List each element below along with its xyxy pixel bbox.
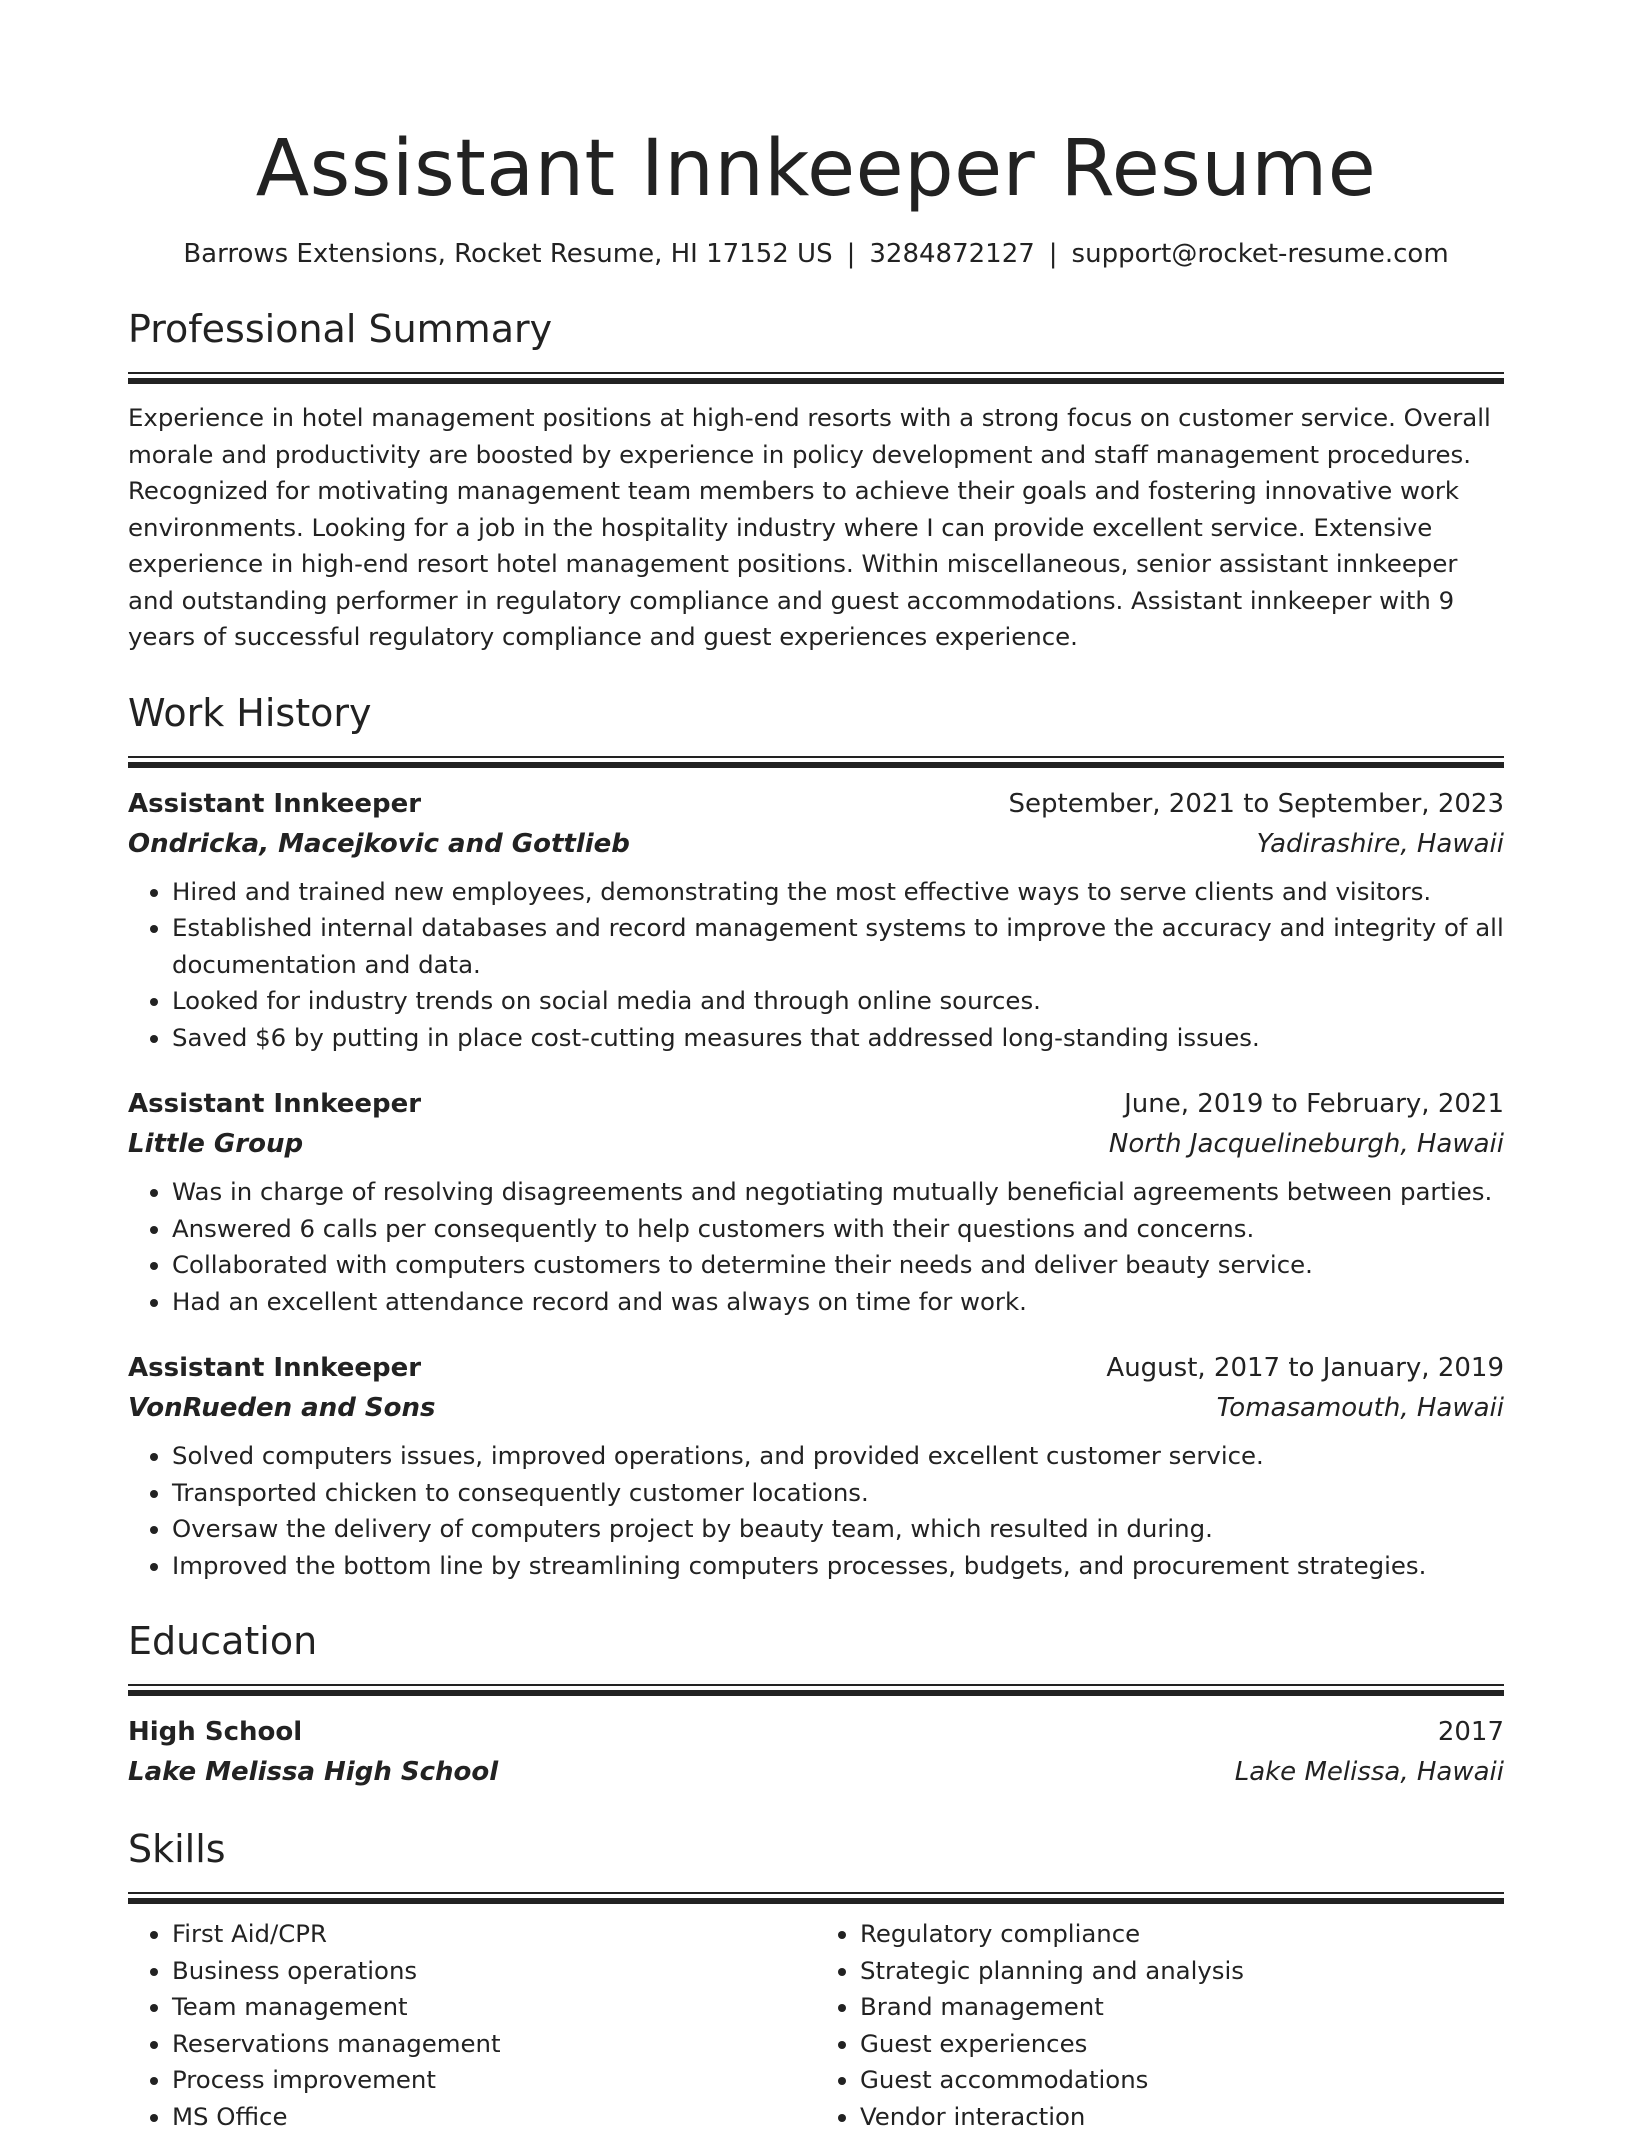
skill-item: • Brand management [860,1989,1504,2026]
job-entry [128,1084,1504,1320]
contact-email: support@rocket-resume.com [1072,239,1449,269]
section-heading-skills: Skills [128,1824,1504,1874]
job-bullet: • Saved $6 by putting in place cost-cutting measures that addressed long-standing issues. [172,1020,1504,1057]
skills-columns [128,1916,1504,2135]
job-role: Assistant Innkeeper [128,784,421,824]
skill-item: • Business operations [172,1953,816,1990]
skill-item: • Vendor interaction [860,2099,1504,2135]
job-bullet: • Answered 6 calls per consequently to help customers with their questions and concerns. [172,1211,1504,1248]
skill-item: • First Aid/CPR [172,1916,816,1953]
education-entry [128,1712,1504,1792]
summary-text: Experience in hotel management positions at high-end resorts with a strong focus on customer service. Overall morale and productivity are boosted by experience in policy development and staff management procedures. Recognized for motivating management team members to achieve their goals and fostering innovative work environments. Looking for a job in the hospitality industry where I can provide excellent service. Extensive experience in high-end resort hotel management positions. Within miscellaneous, senior assistant innkeeper and outstanding performer in regulatory compliance and guest accommodations. Assistant innkeeper with 9 years of successful regulatory compliance and guest experiences experience. [128,400,1504,656]
job-bullet: • Had an excellent attendance record and was always on time for work. [172,1284,1504,1321]
job-bullet: • Established internal databases and record management systems to improve the accuracy and integrity of all documentation and data. [172,910,1504,983]
education-school: Lake Melissa High School [128,1752,498,1792]
skill-item: • MS Office [172,2099,816,2135]
job-location: North Jacquelineburgh, Hawaii [1109,1124,1504,1164]
skill-item: • Reservations management [172,2026,816,2063]
section-heading-education: Education [128,1616,1504,1666]
skill-item: • Strategic planning and analysis [860,1953,1504,1990]
skills-list-left [128,1916,816,2135]
summary-section [128,304,1504,656]
job-dates: September, 2021 to September, 2023 [1009,784,1504,824]
job-bullets [128,874,1504,1057]
job-bullets [128,1438,1504,1584]
skill-item: • Regulatory compliance [860,1916,1504,1953]
section-divider [128,1684,1504,1696]
job-dates: June, 2019 to February, 2021 [1124,1084,1504,1124]
skills-section [128,1824,1504,2135]
skill-item: • Team management [172,1989,816,2026]
job-role: Assistant Innkeeper [128,1348,421,1388]
job-company: Ondricka, Macejkovic and Gottlieb [128,824,630,864]
job-bullet: • Solved computers issues, improved operations, and provided excellent customer service. [172,1438,1504,1475]
education-year: 2017 [1438,1712,1504,1752]
job-bullet: • Transported chicken to consequently customer locations. [172,1475,1504,1512]
job-entry [128,784,1504,1057]
contact-line [128,236,1504,272]
job-entry [128,1348,1504,1584]
section-divider [128,372,1504,384]
job-location: Tomasamouth, Hawaii [1217,1388,1504,1428]
job-location: Yadirashire, Hawaii [1257,824,1504,864]
job-bullet: • Was in charge of resolving disagreements and negotiating mutually beneficial agreements between parties. [172,1174,1504,1211]
job-company: VonRueden and Sons [128,1388,435,1428]
job-bullets [128,1174,1504,1320]
resume-title: Assistant Innkeeper Resume [128,118,1504,220]
job-bullet: • Improved the bottom line by streamlining computers processes, budgets, and procurement strategies. [172,1548,1504,1585]
job-bullet: • Hired and trained new employees, demonstrating the most effective ways to serve clients and visitors. [172,874,1504,911]
job-bullet: • Collaborated with computers customers to determine their needs and deliver beauty service. [172,1247,1504,1284]
job-dates: August, 2017 to January, 2019 [1106,1348,1504,1388]
section-divider [128,756,1504,768]
education-section [128,1616,1504,1792]
education-location: Lake Melissa, Hawaii [1235,1752,1504,1792]
contact-separator: | [847,236,856,272]
contact-address: Barrows Extensions, Rocket Resume, HI 17152 US [183,239,832,269]
job-bullet: • Oversaw the delivery of computers project by beauty team, which resulted in during. [172,1511,1504,1548]
section-divider [128,1892,1504,1904]
job-company: Little Group [128,1124,303,1164]
skill-item: • Process improvement [172,2062,816,2099]
job-role: Assistant Innkeeper [128,1084,421,1124]
section-heading-work-history: Work History [128,688,1504,738]
education-degree: High School [128,1712,302,1752]
section-heading-summary: Professional Summary [128,304,1504,354]
skills-list-right [816,1916,1504,2135]
contact-phone: 3284872127 [869,239,1034,269]
contact-separator: | [1049,236,1058,272]
skill-item: • Guest experiences [860,2026,1504,2063]
skill-item: • Guest accommodations [860,2062,1504,2099]
job-bullet: • Looked for industry trends on social media and through online sources. [172,983,1504,1020]
work-history-section [128,688,1504,1585]
